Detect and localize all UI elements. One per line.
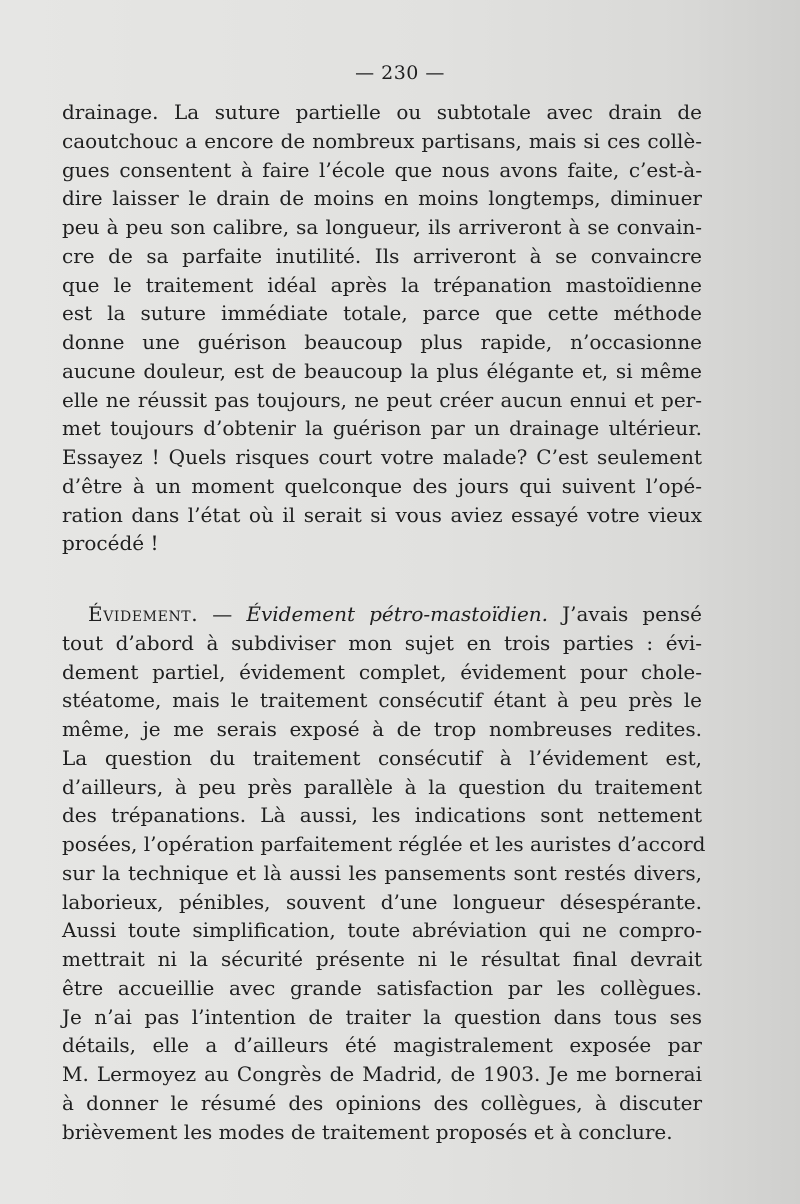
section-heading-line — [62, 600, 702, 629]
body-text — [62, 98, 706, 1146]
text-line: tout d’abord à subdiviser mon sujet en trois parties : évi- — [62, 630, 702, 655]
text-line: à donner le résumé des opinions des collègues, à discuter — [62, 1090, 702, 1115]
text-line: drainage. La suture partielle ou subtotale avec drain de — [62, 100, 702, 124]
text-line: Essayez ! Quels risques court votre malade? C’est seulement — [62, 445, 702, 469]
text-line: brièvement les modes de traitement proposés et à conclure. — [62, 1119, 673, 1144]
text-line: Aussi toute simplification, toute abréviation qui ne compro- — [62, 918, 702, 943]
text-line: La question du traitement consécutif à l’évidement est, — [62, 745, 702, 770]
text-line: donne une guérison beaucoup plus rapide, n’occasionne — [62, 330, 702, 354]
text-line: M. Lermoyez au Congrès de Madrid, de 1903. Je me bornerai — [62, 1062, 702, 1086]
paragraph-continuation — [62, 98, 702, 558]
text-line: sur la technique et là aussi les pansements sont restés divers, — [62, 860, 702, 885]
text-line: met toujours d’obtenir la guérison par un drainage ultérieur. — [62, 416, 702, 441]
paragraph-gap — [62, 558, 702, 600]
text-line: elle ne réussit pas toujours, ne peut créer aucun ennui et per- — [62, 387, 702, 412]
text-line: d’être à un moment quelconque des jours qui suivent l’opé- — [62, 473, 702, 498]
section-heading: Évidement. — [88, 602, 199, 626]
paragraph-evidement — [62, 600, 706, 1146]
text-line: ration dans l’état où il serait si vous aviez essayé votre vieux — [62, 502, 702, 527]
text-line: dire laisser le drain de moins en moins longtemps, diminuer — [62, 186, 702, 211]
text-line: stéatome, mais le traitement consécutif étant à peu près le — [62, 688, 702, 713]
text-line: Je n’ai pas l’intention de traiter la question dans tous ses — [62, 1004, 702, 1029]
text-line: gues consentent à faire l’école que nous avons faite, c’est-à- — [62, 157, 702, 182]
section-subheading: Évidement pétro-mastoïdien. — [246, 602, 549, 626]
text-line: être accueillie avec grande satisfaction par les collègues. — [62, 975, 702, 1000]
page-number: — 230 — — [355, 62, 445, 84]
text-line: aucune douleur, est de beaucoup la plus élégante et, si même — [62, 358, 702, 383]
text-line: est la suture immédiate totale, parce que cette méthode — [62, 301, 702, 326]
text-line: peu à peu son calibre, sa longueur, ils arriveront à se convain- — [62, 215, 702, 239]
text-line: laborieux, pénibles, souvent d’une longueur désespérante. — [62, 889, 702, 914]
text-line: des trépanations. Là aussi, les indications sont nettement — [62, 803, 702, 828]
text-line: que le traitement idéal après la trépanation mastoïdienne — [62, 272, 702, 297]
heading-dash: — — [198, 602, 247, 626]
text-line: caoutchouc a encore de nombreux partisans, mais si ces collè- — [62, 128, 702, 153]
text-line: dement partiel, évidement complet, évidement pour chole- — [62, 659, 702, 684]
text-line: posées, l’opération parfaitement réglée et les auristes d’accord — [62, 832, 706, 856]
text-line: mettrait ni la sécurité présente ni le résultat final devrait — [62, 947, 702, 971]
text-line: même, je me serais exposé à de trop nombreuses redites. — [62, 717, 702, 741]
text-line: d’ailleurs, à peu près parallèle à la question du traitement — [62, 774, 702, 799]
text-line: détails, elle a d’ailleurs été magistralement exposée par — [62, 1033, 702, 1058]
text-line: procédé ! — [62, 531, 159, 556]
text-line: cre de sa parfaite inutilité. Ils arriveront à se convaincre — [62, 243, 702, 268]
heading-line-text: J’avais pensé — [548, 602, 702, 626]
